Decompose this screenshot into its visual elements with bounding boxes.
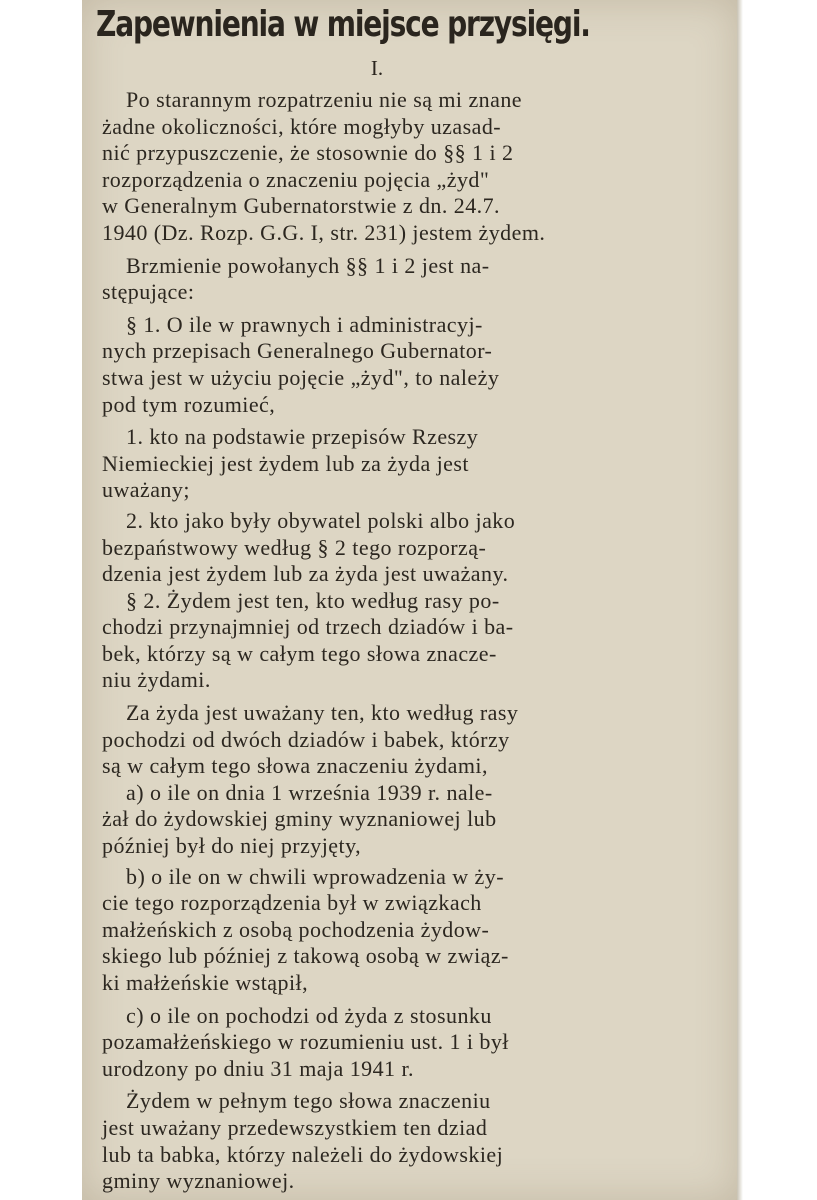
document-title: Zapewnienia w miejsce przysięgi. [96,4,590,45]
text-line: żał do żydowskiej gminy wyznaniowej lub [102,806,497,832]
text-line: pochodzi od dwóch dziadów i babek, którzy [102,726,510,752]
text-line: chodzi przynajmniej od trzech dziadów i ba- [102,614,514,640]
text-line: później był do niej przyjęty, [102,833,362,859]
text-line: są w całym tego słowa znaczeniu żydami, [102,753,488,779]
text-line: jest uważany przedewszystkiem ten dziad [102,1114,488,1140]
text-line: § 1. O ile w prawnych i administracyj- [126,311,483,337]
text-line: skiego lub później z takową osobą w związ- [102,943,509,969]
text-line: c) o ile on pochodzi od żyda z stosunku [126,1002,492,1028]
text-line: w Generalnym Gubernatorstwie z dn. 24.7. [102,193,501,219]
text-line: małżeńskich z osobą pochodzenia żydow- [102,916,490,942]
text-line: Żydem w pełnym tego słowa znaczeniu [126,1088,491,1114]
text-line: bek, którzy są w całym tego słowa znacze- [102,640,497,666]
text-line: Po starannym rozpatrzeniu nie są mi znane [126,87,522,112]
text-line: gminy wyznaniowej. [102,1168,295,1194]
text-line: stwa jest w użyciu pojęcie „żyd", to należy [102,364,500,390]
text-line: rozporządzenia o znaczeniu pojęcia „żyd" [102,166,490,192]
text-line: nić przypuszczenie, że stosownie do §§ 1 i 2 [102,140,514,166]
text-line: cie tego rozporządzenia był w związkach [102,890,482,916]
page-edge-shadow [737,0,743,1200]
text-line: żadne okoliczności, które mogłyby uzasad- [102,113,502,139]
text-line: stępujące: [102,279,195,305]
text-line: Za żyda jest uważany ten, kto według rasy [126,700,519,726]
text-line: Brzmienie powołanych §§ 1 i 2 jest na- [126,252,490,278]
text-line: Niemieckiej jest żydem lub za żyda jest [102,450,469,476]
text-line: pozamałżeńskiego w rozumieniu ust. 1 i był [102,1029,509,1055]
document-body [102,87,622,1195]
text-line: bezpaństwowy według § 2 tego rozporzą- [102,534,487,560]
text-line: 1940 (Dz. Rozp. G.G. I, str. 231) jestem żydem. [102,219,546,245]
text-line: urodzony po dniu 31 maja 1941 r. [102,1055,414,1081]
text-line: pod tym rozumieć, [102,391,276,417]
text-line: ki małżeńskie wstąpił, [102,970,309,995]
document-page [82,0,737,1200]
text-line: dzenia jest żydem lub za żyda jest uważany. [102,561,509,587]
text-line: uważany; [102,477,190,503]
text-line: 2. kto jako były obywatel polski albo jako [126,507,516,533]
section-number: I. [370,56,384,80]
text-line: lub ta babka, którzy należeli do żydowskiej [102,1141,504,1167]
text-line: 1. kto na podstawie przepisów Rzeszy [126,424,479,450]
text-line: b) o ile on w chwili wprowadzenia w ży- [126,863,504,889]
text-line: niu żydami. [102,667,211,693]
text-line: a) o ile on dnia 1 września 1939 r. nale- [126,779,493,805]
text-line: nych przepisach Generalnego Gubernator- [102,338,493,364]
text-line: § 2. Żydem jest ten, kto według rasy po- [126,587,500,613]
